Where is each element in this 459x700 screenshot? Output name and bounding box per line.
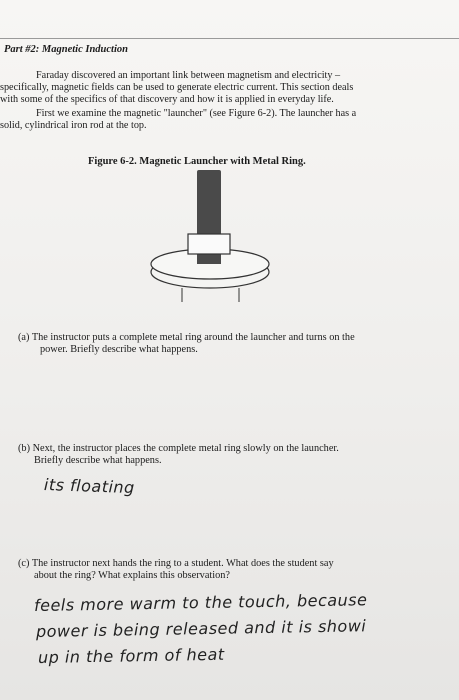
question-line: power. Briefly describe what happens. xyxy=(40,344,198,356)
intro-line: specifically, magnetic fields can be used to generate electric current. This section deals xyxy=(0,82,354,94)
answer-c-handwriting: up in the form of heat xyxy=(37,644,225,667)
intro-line: solid, cylindrical iron rod at the top. xyxy=(0,120,147,132)
intro-line: First we examine the magnetic "launcher" (see Figure 6-2). The launcher has a xyxy=(36,108,357,119)
question-line: about the ring? What explains this observation? xyxy=(34,570,230,582)
intro-line: with some of the specifics of that discovery and how it is applied in everyday life. xyxy=(0,94,334,106)
figure-caption: Figure 6-2. Magnetic Launcher with Metal Ring. xyxy=(88,156,306,167)
question-line: (a) The instructor puts a complete metal ring around the launcher and turns on the xyxy=(18,332,355,343)
header-divider xyxy=(0,38,459,39)
answer-c-handwriting: feels more warm to the touch, because xyxy=(33,590,368,615)
launcher-paragraph xyxy=(0,108,450,132)
question-line: (c) The instructor next hands the ring to a student. What does the student say xyxy=(18,558,334,569)
question-a xyxy=(18,332,438,357)
question-line: (b) Next, the instructor places the complete metal ring slowly on the launcher. xyxy=(18,443,339,454)
launcher-figure xyxy=(140,168,290,313)
answer-b-handwriting: its floating xyxy=(43,475,136,498)
part-title: Part #2: Magnetic Induction xyxy=(4,44,128,55)
metal-ring xyxy=(188,234,230,254)
intro-line: Faraday discovered an important link between magnetism and electricity – xyxy=(36,70,341,81)
question-b xyxy=(18,443,438,468)
question-c xyxy=(18,558,438,583)
intro-paragraph xyxy=(0,70,450,107)
question-line: Briefly describe what happens. xyxy=(34,455,162,467)
answer-c-handwriting: power is being released and it is showi xyxy=(35,616,367,641)
